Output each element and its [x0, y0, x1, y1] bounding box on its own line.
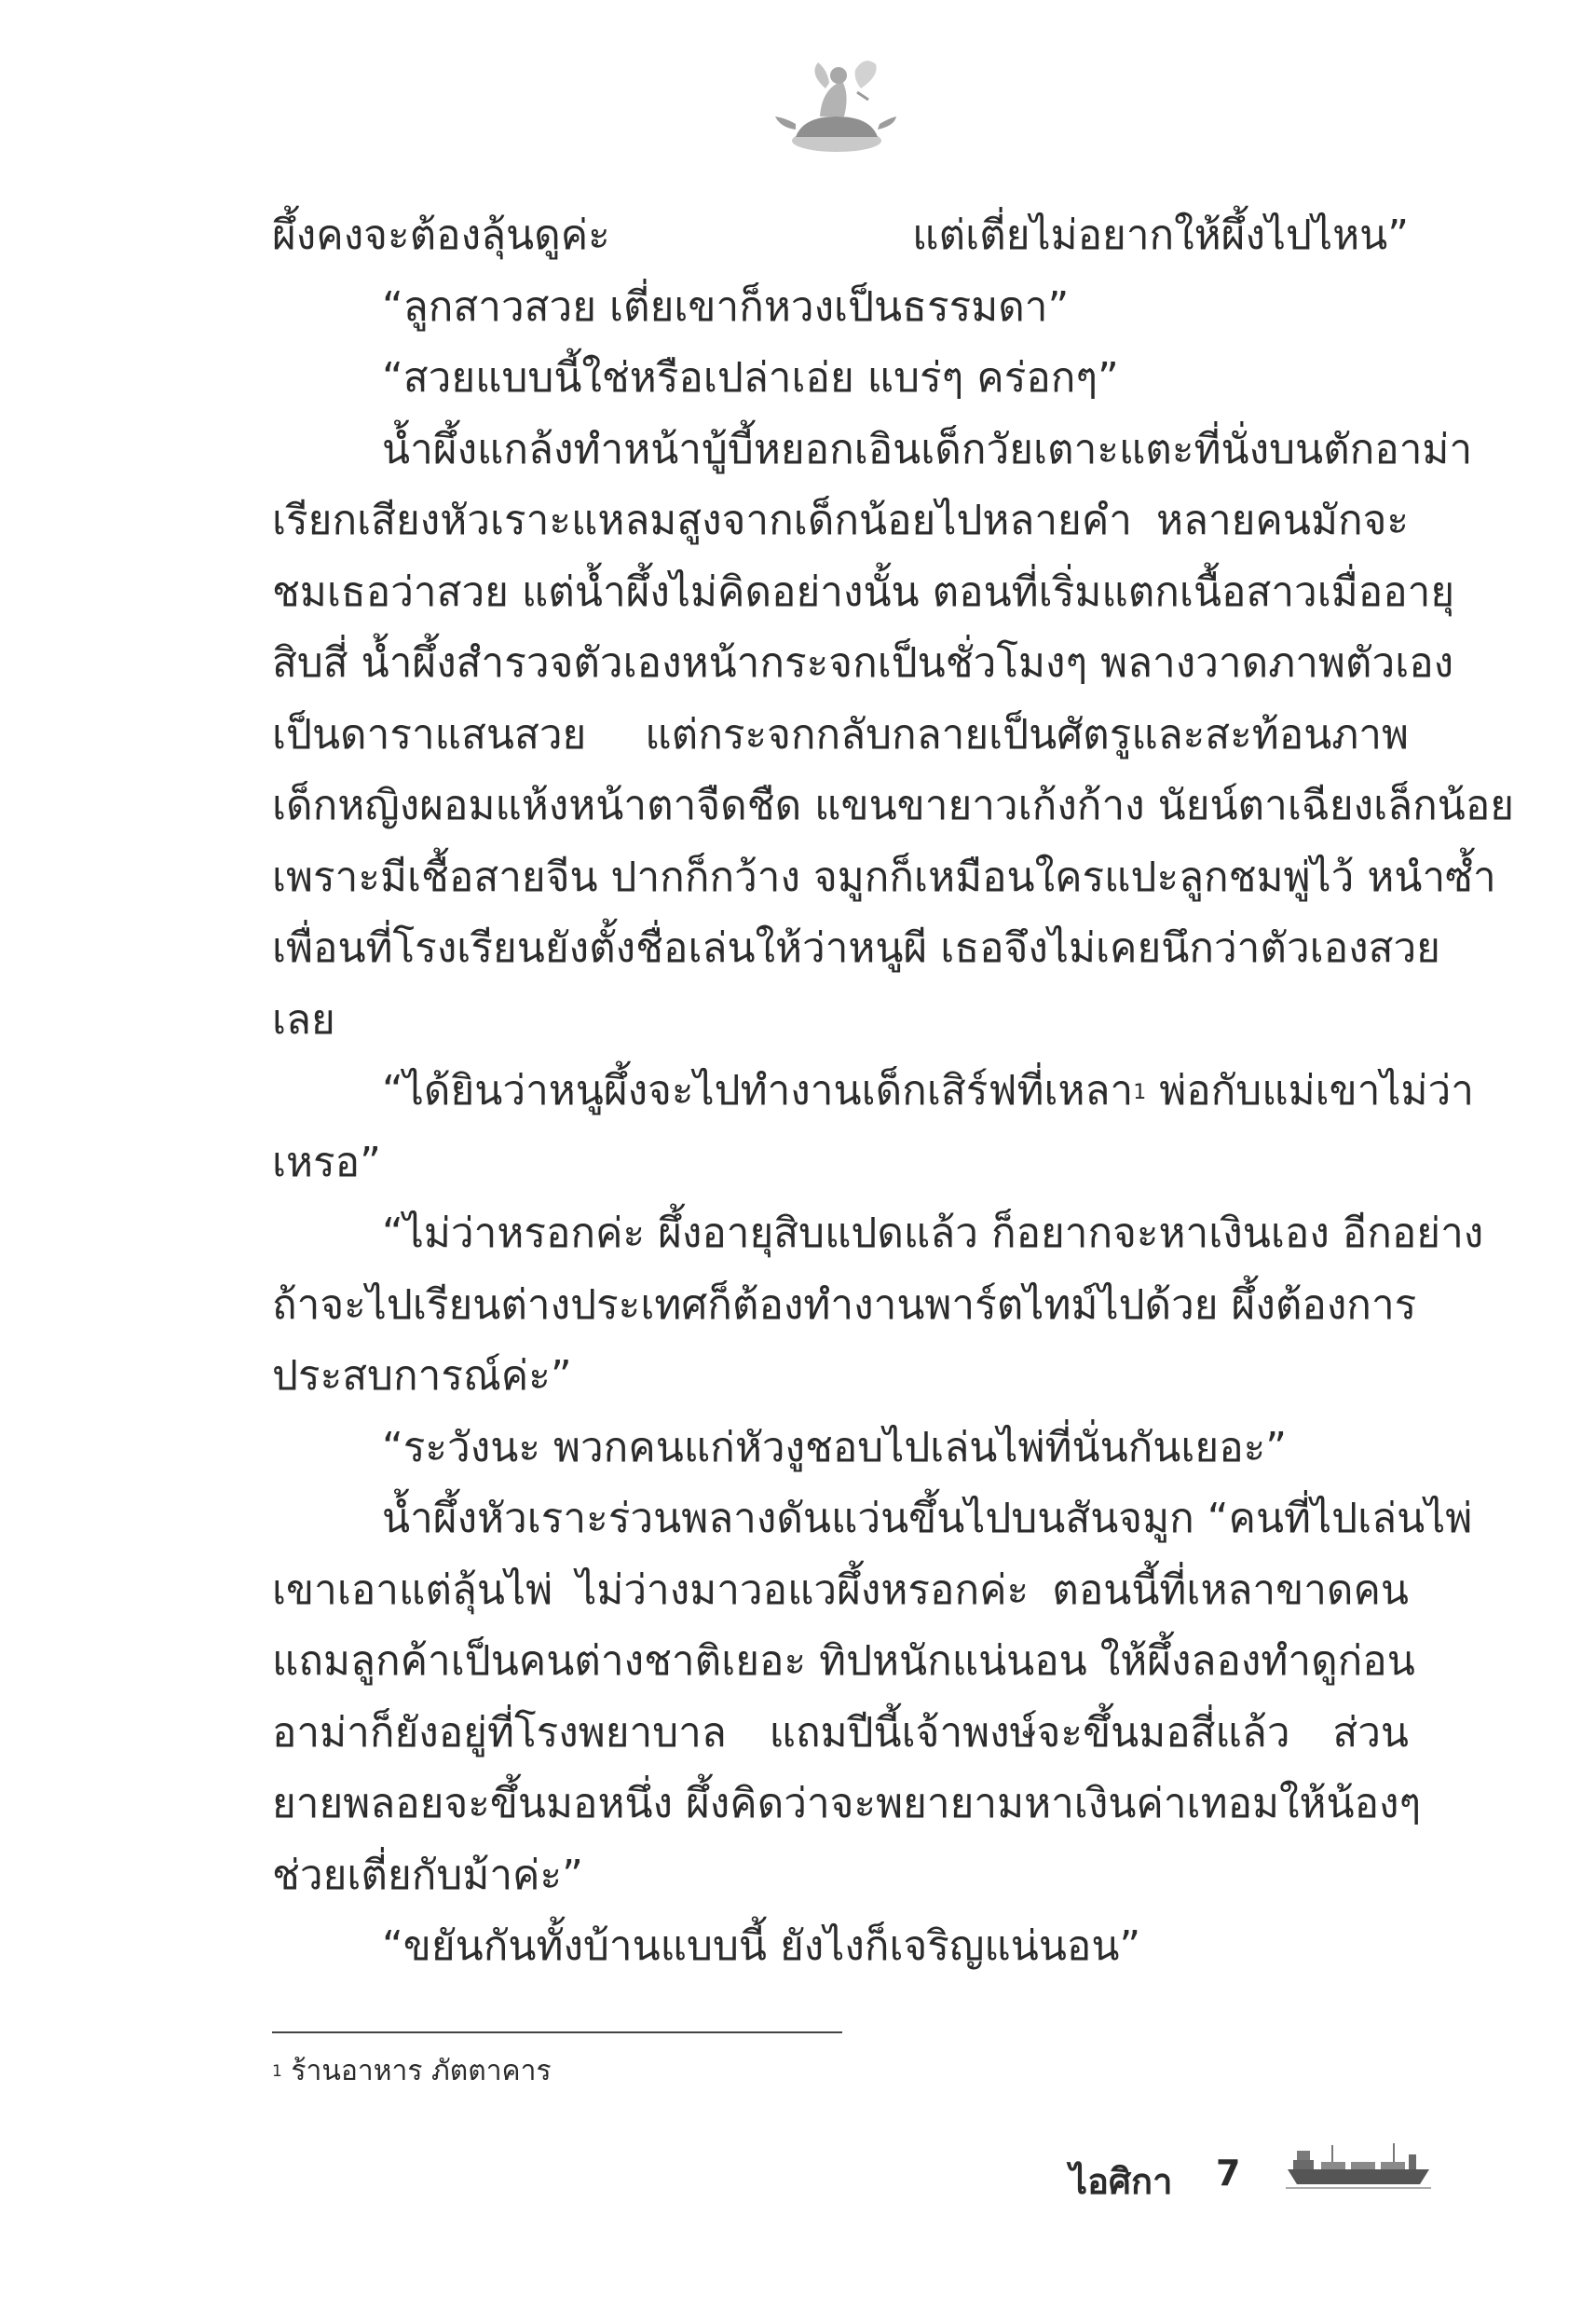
paragraph-line: เด็กหญิงผอมแห้งหน้าตาจืดชืด แขนขายาวเก้งก้าง นัยน์ตาเฉียงเล็กน้อย: [272, 782, 1515, 829]
paragraph-line: “ระวังนะ พวกคนแก่หัวงูชอบไปเล่นไพ่ที่นั่นกันเยอะ”: [382, 1423, 1288, 1471]
paragraph-line: เป็นดาราแสนสวย แต่กระจกกลับกลายเป็นศัตรูและสะท้อนภาพ: [272, 710, 1409, 759]
paragraph-line: อาม่าก็ยังอยู่ที่โรงพยาบาล แถมปีนี้เจ้าพงษ์จะขึ้นมอสี่แล้ว ส่วน: [272, 1708, 1409, 1757]
paragraph-line: ชมเธอว่าสวย แต่น้ำผึ้งไม่คิดอย่างนั้น ตอนที่เริ่มแตกเนื้อสาวเมื่ออายุ: [272, 567, 1455, 616]
footnoted-text: “ได้ยินว่าหนูผึ้งจะไปทำงานเด็กเสิร์ฟที่เหลา: [382, 1067, 1134, 1114]
paragraph-line: แถมลูกค้าเป็นคนต่างชาติเยอะ ทิปหนักแน่นอน ให้ผึ้งลองทำดูก่อน: [272, 1637, 1415, 1685]
paragraph-line: เลย: [272, 995, 335, 1044]
paragraph-line: สิบสี่ น้ำผึ้งสำรวจตัวเองหน้ากระจกเป็นชั่วโมงๆ พลางวาดภาพตัวเอง: [272, 639, 1454, 687]
paragraph-line: เขาเอาแต่ลุ้นไพ่ ไม่ว่างมาวอแวผึ้งหรอกค่ะ ตอนนี้ที่เหลาขาดคน: [272, 1566, 1409, 1614]
paragraph-line: ยายพลอยจะขึ้นมอหนึ่ง ผึ้งคิดว่าจะพยายามหาเงินค่าเทอมให้น้องๆ: [272, 1780, 1422, 1827]
footnote-divider: [272, 2031, 842, 2033]
ship-icon: [1284, 2136, 1433, 2192]
paragraph-line: “ขยันกันทั้งบ้านแบบนี้ ยังไงก็เจริญแน่นอน”: [382, 1922, 1141, 1970]
page-number: 7: [1216, 2153, 1241, 2194]
cupid-teapot-ornament-icon: [764, 51, 904, 163]
paragraph-line: น้ำผึ้งแกล้งทำหน้าบู้บี้หยอกเอินเด็กวัยเตาะแตะที่นั่งบนตักอาม่า: [382, 425, 1473, 473]
footnote-reference: 1: [1133, 1081, 1147, 1104]
paragraph-line: “สวยแบบนี้ใช่หรือเปล่าเอ่ย แบร่ๆ คร่อกๆ”: [382, 354, 1119, 402]
footnote-mark: 1: [272, 2062, 282, 2081]
paragraph-line-end: พ่อกับแม่เขาไม่ว่า: [1159, 1067, 1474, 1114]
paragraph-line: “ลูกสาวสวย เตี่ยเขาก็หวงเป็นธรรมดา”: [382, 282, 1070, 331]
paragraph-line: ประสบการณ์ค่ะ”: [272, 1352, 572, 1400]
paragraph-line: เพราะมีเชื้อสายจีน ปากก็กว้าง จมูกก็เหมือนใครแปะลูกชมพู่ไว้ หนำซ้ำ: [272, 853, 1496, 901]
footnote: [272, 2053, 552, 2090]
paragraph-line: “ไม่ว่าหรอกค่ะ ผึ้งอายุสิบแปดแล้ว ก็อยากจะหาเงินเอง อีกอย่าง: [382, 1210, 1484, 1257]
paragraph-line: เหรอ”: [272, 1138, 381, 1186]
paragraph-line: ผึ้งคงจะต้องลุ้นดูค่ะ แต่เตี่ยไม่อยากให้ผึ้งไปไหน”: [272, 212, 1409, 259]
running-title: ไอศิกา: [1070, 2161, 1173, 2202]
footnote-text: ร้านอาหาร ภัตตาคาร: [291, 2055, 552, 2087]
paragraph-line: เพื่อนที่โรงเรียนยังตั้งชื่อเล่นให้ว่าหนูผี เธอจึงไม่เคยนึกว่าตัวเองสวย: [272, 924, 1440, 972]
paragraph-line: น้ำผึ้งหัวเราะร่วนพลางดันแว่นขึ้นไปบนสันจมูก “คนที่ไปเล่นไพ่: [382, 1495, 1473, 1542]
paragraph-line: ถ้าจะไปเรียนต่างประเทศก็ต้องทำงานพาร์ตไทม์ไปด้วย ผึ้งต้องการ: [272, 1280, 1417, 1329]
paragraph-line: เรียกเสียงหัวเราะแหลมสูงจากเด็กน้อยไปหลายคำ หลายคนมักจะ: [272, 497, 1409, 544]
body-text: [272, 200, 1515, 1983]
paragraph-line: ช่วยเตี่ยกับม้าค่ะ”: [272, 1851, 583, 1899]
paragraph-line: [272, 1056, 1474, 1128]
